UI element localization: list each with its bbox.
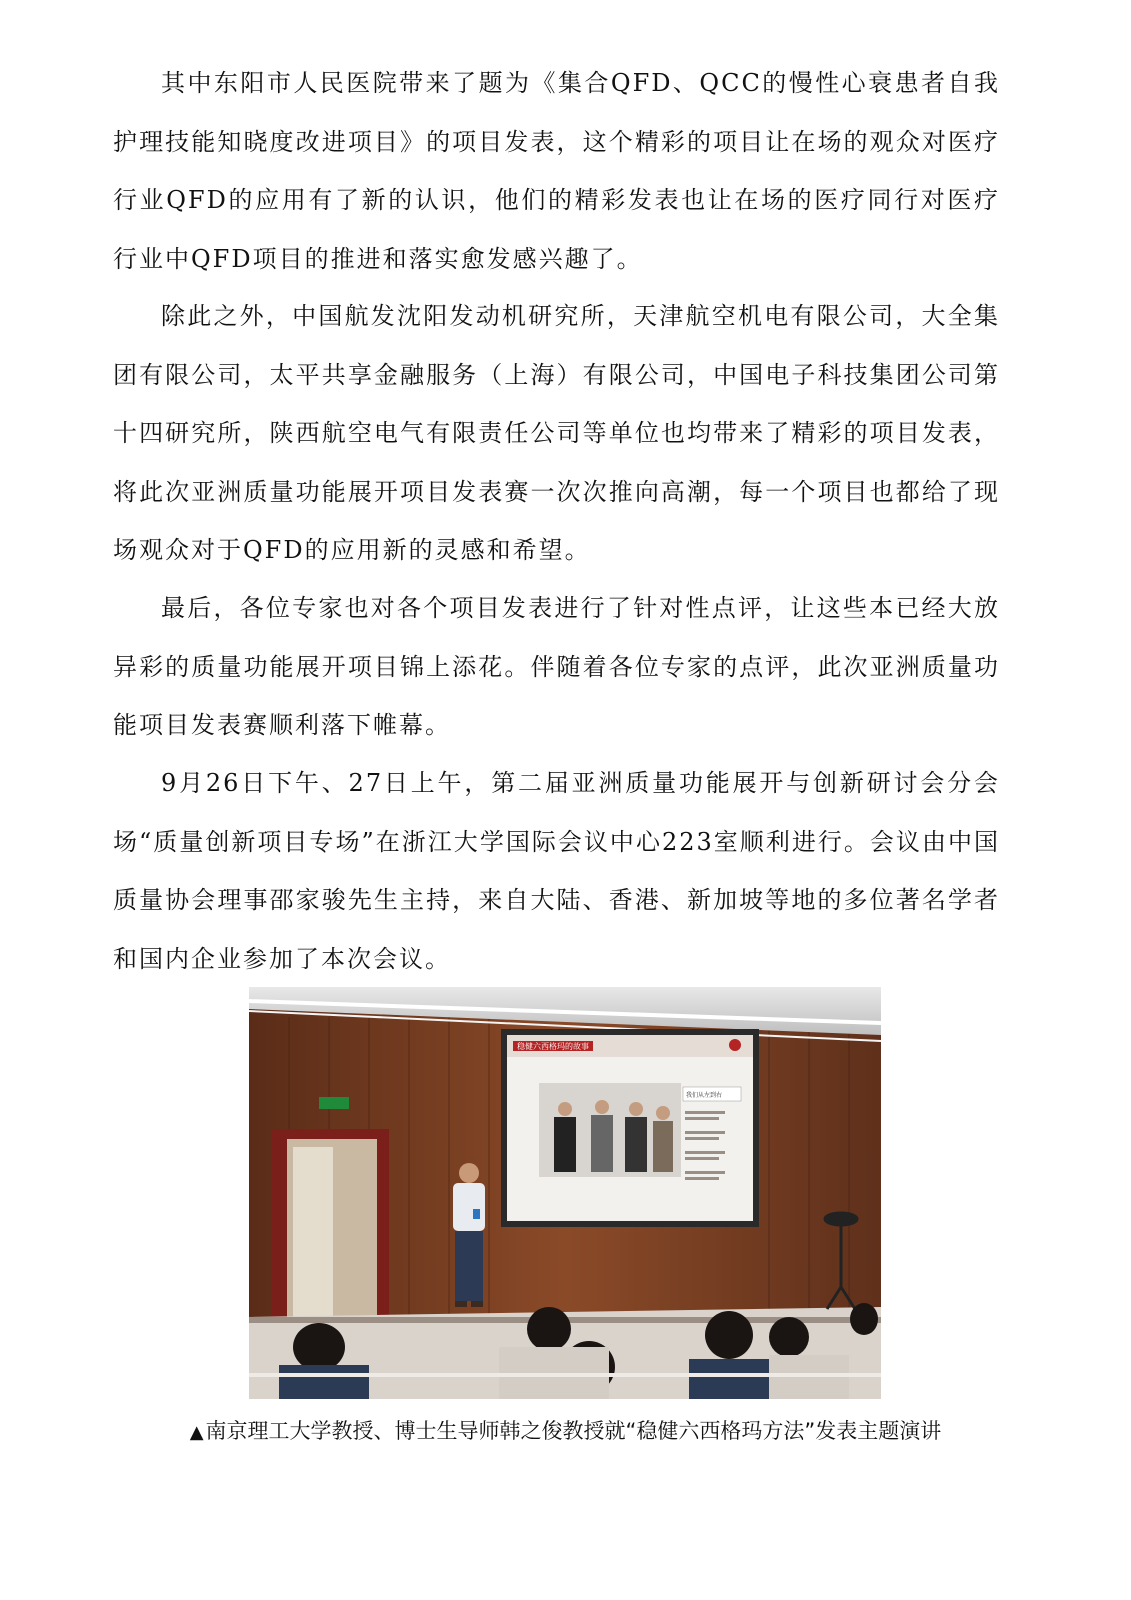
photo-caption — [0, 1416, 1131, 1448]
speaker-figure — [453, 1163, 485, 1307]
paragraph-3: 最后，各位专家也对各个项目发表进行了针对性点评，让这些本已经大放异彩的质量功能展开项目锦上添花。伴随着各位专家的点评，此次亚洲质量功能项目发表赛顺利落下帷幕。 — [113, 594, 1000, 739]
paragraph-2: 除此之外，中国航发沈阳发动机研究所，天津航空机电有限公司，大全集团有限公司，太平共享金融服务（上海）有限公司，中国电子科技集团公司第十四研究所，陕西航空电气有限责任公司等单位也均带来了精彩的项目发表，将此次亚洲质量功能展开项目发表赛一次次推向高潮，每一个项目也都给了现场观众对于QFD的应用新的灵感和希望。 — [113, 302, 1000, 564]
slide-side-header: 我们从左到右 — [686, 1092, 723, 1099]
conference-photo — [249, 987, 881, 1399]
paragraph-4: 9月26日下午、27日上午，第二届亚洲质量功能展开与创新研讨会分会场“质量创新项目专场”在浙江大学国际会议中心223室顺利进行。会议由中国质量协会理事邵家骏先生主持，来自大陆、香港、新加坡等地的多位著名学者和国内企业参加了本次会议。 — [113, 769, 1000, 973]
paragraph-1: 其中东阳市人民医院带来了题为《集合QFD、QCC的慢性心衰患者自我护理技能知晓度改进项目》的项目发表，这个精彩的项目让在场的观众对医疗行业QFD的应用有了新的认识，他们的精彩发表也让在场的医疗同行对医疗行业中QFD项目的推进和落实愈发感兴趣了。 — [113, 69, 1000, 273]
caption-text: 南京理工大学教授、博士生导师韩之俊教授就“稳健六西格玛方法”发表主题演讲 — [205, 1419, 942, 1443]
triangle-marker: ▲ — [189, 1422, 204, 1443]
slide-title: 稳健六西格玛的故事 — [517, 1042, 589, 1051]
